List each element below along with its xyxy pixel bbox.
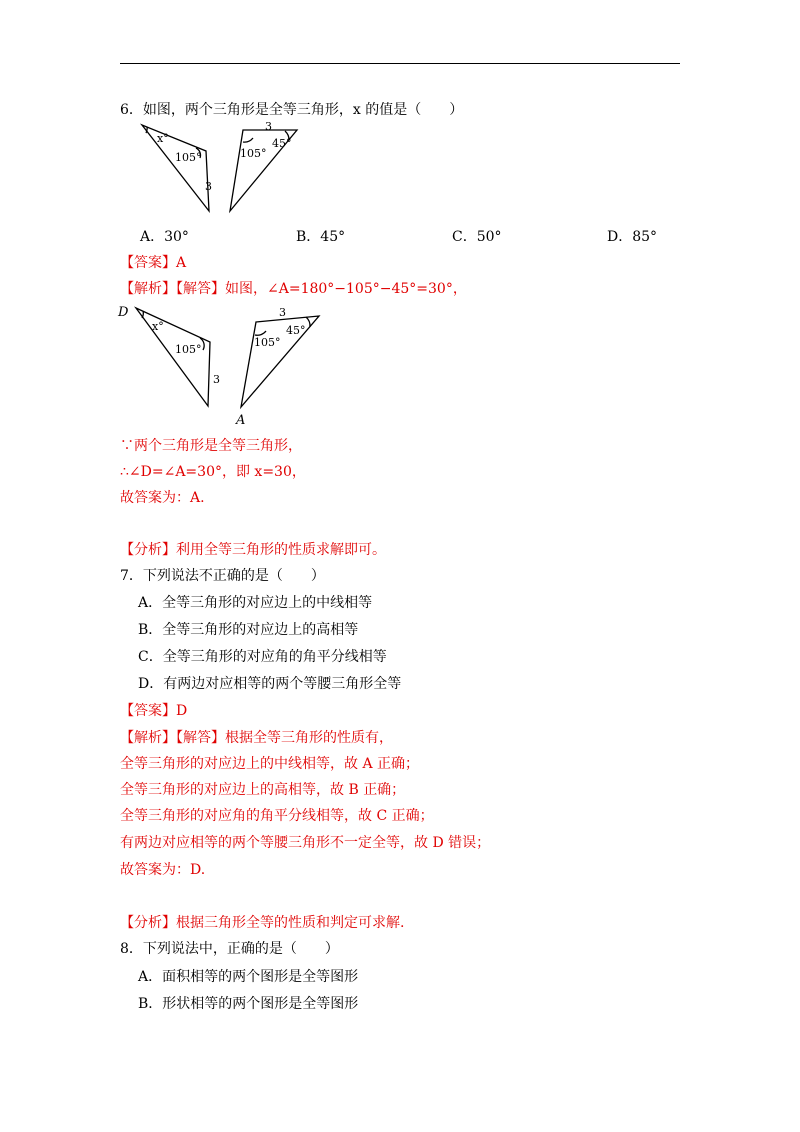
q7-option-b: B．全等三角形的对应边上的高相等	[138, 622, 359, 638]
q6-left-label-105: 105°	[175, 151, 202, 164]
q6-note: 【分析】利用全等三角形的性质求解即可。	[120, 542, 386, 558]
q6-option-c: C．50°	[452, 229, 502, 245]
q6-option-a: A．30°	[140, 229, 189, 245]
q7-step-3: 全等三角形的对应角的角平分线相等，故 C 正确；	[120, 808, 434, 824]
q7-option-d: D．有两边对应相等的两个等腰三角形全等	[138, 676, 402, 692]
q6-sol-right-label-45: 45°	[286, 324, 306, 337]
q8-stem: 8．下列说法中，正确的是（ ）	[120, 941, 339, 957]
q7-step-2: 全等三角形的对应边上的高相等，故 B 正确；	[120, 782, 406, 798]
q6-right-angle-arc-105	[243, 138, 253, 142]
q6-right-label-105: 105°	[240, 147, 267, 160]
q6-sol-right-angle-arc-105	[255, 331, 266, 335]
q7-stem: 7．下列说法不正确的是（ ）	[120, 568, 325, 584]
q6-right-label-45: 45°	[272, 137, 292, 150]
q6-answer: 【答案】A	[120, 255, 187, 271]
q6-stem: 6．如图，两个三角形是全等三角形，x 的值是（ ）	[120, 102, 464, 118]
q6-sol-right-angle-arc-45	[306, 317, 310, 327]
q8-option-b: B．形状相等的两个图形是全等图形	[138, 996, 359, 1012]
q6-left-triangle	[142, 125, 209, 211]
q7-option-a: A．全等三角形的对应边上的中线相等	[138, 595, 373, 611]
q7-step-5: 故答案为：D.	[120, 862, 206, 878]
header-rule	[120, 63, 680, 64]
q6-sol-left-angle-arc-x	[142, 311, 143, 318]
q6-solution-figure	[116, 300, 326, 428]
q6-figure	[135, 118, 305, 216]
q6-sol-left-triangle	[136, 308, 210, 406]
q6-left-label-side: 3	[205, 180, 212, 193]
q6-sol-left-label-105: 105°	[175, 343, 202, 356]
q6-sol-left-label-x: x°	[152, 320, 164, 333]
q6-sol-left-label-side: 3	[213, 373, 220, 386]
q6-left-label-x: x°	[157, 132, 169, 145]
q7-option-c: C．全等三角形的对应角的角平分线相等	[138, 649, 387, 665]
q6-step-3: 故答案为：A.	[120, 490, 205, 506]
q7-step-1: 全等三角形的对应边上的中线相等，故 A 正确；	[120, 756, 420, 772]
q7-step-4: 有两边对应相等的两个等腰三角形不一定全等，故 D 错误；	[120, 835, 491, 851]
q8-option-a: A．面积相等的两个图形是全等图形	[138, 969, 359, 985]
q6-step-2: ∴∠D=∠A=30°，即 x=30，	[120, 464, 306, 480]
q6-right-label-side: 3	[265, 120, 272, 133]
q6-sol-right-triangle	[241, 316, 319, 407]
q7-answer: 【答案】D	[120, 703, 188, 719]
q6-sol-right-label-side: 3	[279, 306, 286, 319]
q6-sol-vertex-a: A	[236, 413, 246, 428]
q6-option-d: D．85°	[607, 229, 658, 245]
q6-sol-right-label-105: 105°	[254, 336, 281, 349]
q7-analysis: 【解析】【解答】根据全等三角形的性质有，	[120, 730, 393, 746]
q6-step-1: ∵两个三角形是全等三角形，	[120, 438, 302, 454]
q7-note: 【分析】根据三角形全等的性质和判定可求解.	[120, 915, 405, 931]
q6-analysis: 【解析】【解答】如图，∠A=180°−105°−45°=30°，	[120, 281, 467, 297]
q6-sol-vertex-d: D	[118, 305, 129, 320]
q6-option-b: B．45°	[296, 229, 346, 245]
